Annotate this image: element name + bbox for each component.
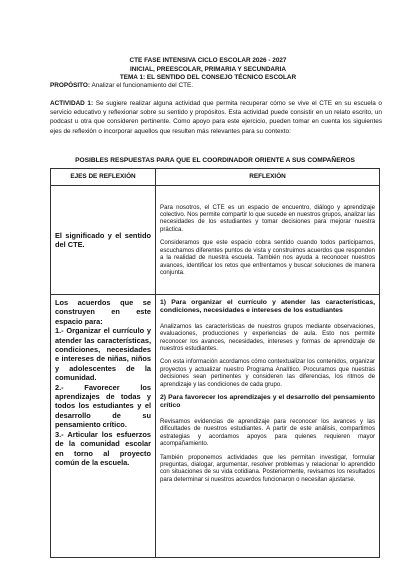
axis-item-2: 2.- Favorecer los aprendizajes de todas y todos los estudiantes y el desarrollo de su pensamiento crítico. bbox=[55, 382, 151, 430]
activity-paragraph bbox=[50, 99, 382, 136]
activity-label: ACTIVIDAD 1: bbox=[50, 100, 94, 107]
reflection-meaning bbox=[156, 186, 380, 295]
axis-agreements bbox=[51, 295, 156, 558]
col-header-axes: EJES DE REFLEXIÓN bbox=[51, 169, 156, 186]
reflection-table bbox=[50, 168, 380, 558]
purpose-label: PROPÓSITO: bbox=[50, 82, 91, 89]
document-header bbox=[0, 57, 416, 83]
header-cycle: CTE FASE INTENSIVA CICLO ESCOLAR 2026 - 2027 bbox=[129, 57, 287, 64]
table-header-row bbox=[51, 169, 380, 186]
purpose-line bbox=[50, 82, 380, 91]
axis-intro: Los acuerdos que se construyen en este espacio para: bbox=[55, 298, 151, 326]
header-levels: INICIAL, PREESCOLAR, PRIMARIA Y SECUNDARIA bbox=[129, 65, 287, 73]
axis-meaning: El significado y el sentido del CTE. bbox=[51, 186, 156, 295]
activity-text: Se sugiere realizar alguna actividad que permita recuperar cómo se vive el CTE en su escuela o servicio educativo y reflexionar sobre su sentido y propósitos. Esta actividad puede consistir en un relato escrito, un podcast u otra que consideren pertinente. Como apoyo para este ejercicio, pueden tomar en cuenta los siguientes ejes de reflexión o incorporar aquellos que resulten más relevantes para su contexto: bbox=[50, 100, 382, 135]
reflection-paragraph: Para nosotros, el CTE es un espacio de encuentro, diálogo y aprendizaje colectivo. Nos permite compartir lo que sucede en nuestros grupos, analizar las necesidades de los estudiantes y tomar decisiones para mejorar nuestra práctica. bbox=[160, 203, 375, 233]
table-title: POSIBLES RESPUESTAS PARA QUE EL COORDINADOR ORIENTE A SUS COMPAÑEROS bbox=[75, 157, 355, 164]
header-theme: TEMA 1: EL SENTIDO DEL CONSEJO TÉCNICO ESCOLAR bbox=[119, 74, 297, 82]
purpose-text: Analizar el funcionamiento del CTE. bbox=[90, 82, 194, 89]
reflection-heading: 1) Para organizar el currículo y atender las características, condiciones, necesidades e intereses de los estudiantes bbox=[160, 299, 375, 315]
reflection-paragraph: Revisamos evidencias de aprendizaje para reconocer los avances y las dificultades de nuestros estudiantes. A partir de este análisis, compartimos estrategias y acordamos apoyos para quienes requieren mayor acompañamiento. bbox=[160, 417, 375, 448]
reflection-agreements bbox=[156, 295, 380, 558]
reflection-paragraph: Consideramos que este espacio cobra sentido cuando todos participamos, escuchamos diferentes puntos de vista y construimos acuerdos que responden a la realidad de nuestra escuela. También nos ayuda a reconocer nuestros avances, identificar los retos que enfrentamos y buscar soluciones de manera conjunta. bbox=[160, 239, 375, 276]
table-row bbox=[51, 295, 380, 558]
table-row bbox=[51, 186, 380, 295]
reflection-heading: 2) Para favorecer los aprendizajes y el desarrollo del pensamiento crítico bbox=[160, 394, 375, 410]
reflection-paragraph: Analizamos las características de nuestros grupos mediante observaciones, evaluaciones, producciones y experiencias de aula. Esto nos permite reconocer los avances, necesidades, intereses y formas de aprendizaje de nuestros estudiantes. bbox=[160, 322, 375, 353]
reflection-paragraph: Con esta información acordamos cómo contextualizar los contenidos, organizar proyectos y actualizar nuestro Programa Analítico. Procuramos que nuestras decisiones sean pertinentes y consideren las diferencias, los ritmos de aprendizaje y las condiciones de cada grupo. bbox=[160, 358, 375, 388]
axis-item-1: 1.- Organizar el currículo y atender las características, condiciones, necesidades e intereses de niñas, niños y adolescentes de la comunidad. bbox=[55, 326, 151, 383]
axis-item-3: 3.- Articular los esfuerzos de la comunidad escolar en torno al proyecto común de la escuela. bbox=[55, 429, 151, 467]
reflection-paragraph: También proponemos actividades que les permitan investigar, formular preguntas, dialogar, argumentar, resolver problemas y relacionar lo aprendido con situaciones de su vida cotidiana. Posteriormente, revisamos los resultados para determinar si nuestros acuerdos funcionaron o necesitan ajustarse. bbox=[160, 453, 375, 483]
col-header-reflection: REFLEXIÓN bbox=[156, 169, 380, 186]
